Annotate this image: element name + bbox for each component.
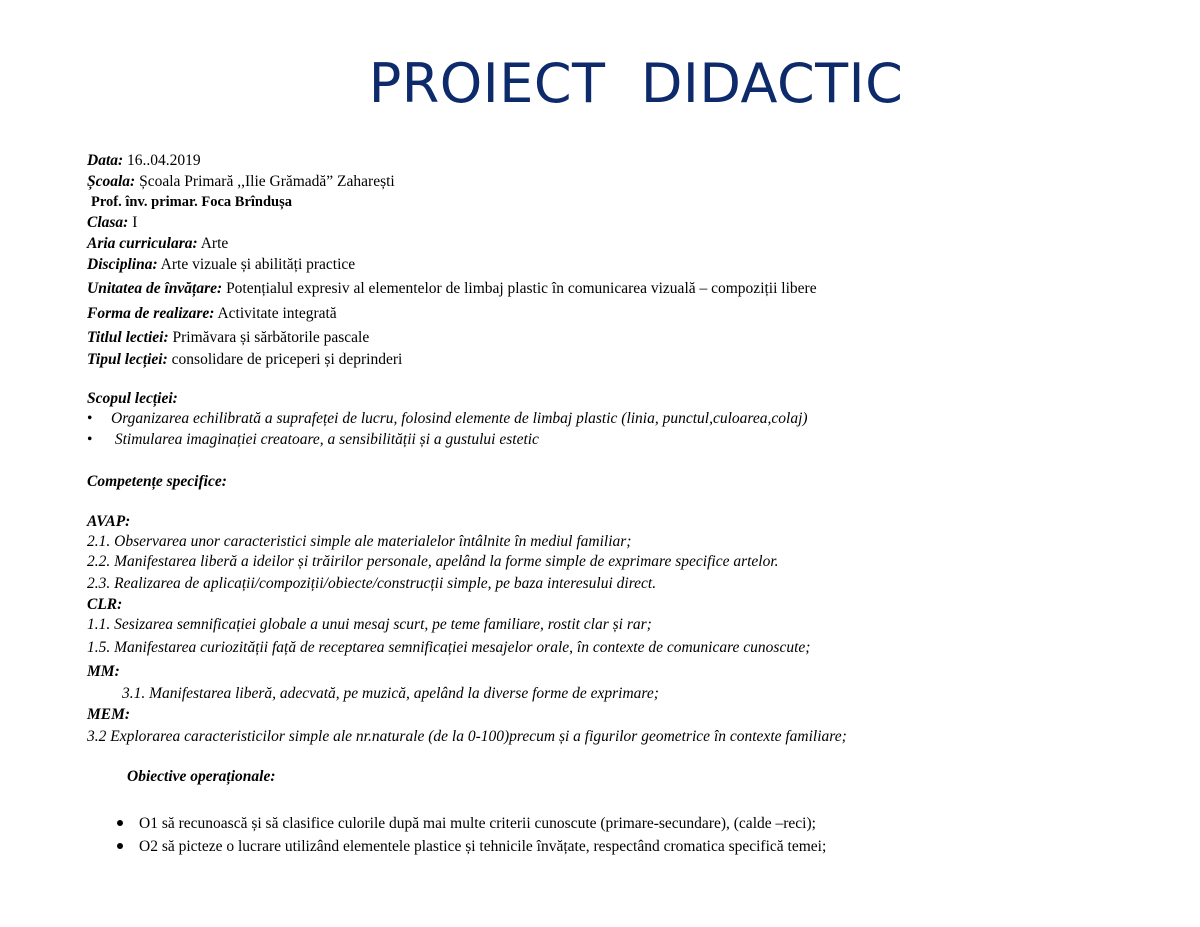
avap-item: 2.3. Realizarea de aplicații/compoziții/obiecte/construcții simple, pe baza interesului direct. [87, 575, 657, 592]
clasa-value: I [132, 214, 138, 231]
scoala-row [87, 172, 395, 192]
unitatea-row [87, 279, 817, 299]
disciplina-row [87, 255, 355, 275]
clasa-row [87, 213, 137, 233]
disciplina-value: Arte vizuale și abilități practice [160, 256, 356, 273]
obiectiv-item: O1 să recunoască și să clasifice culorile după mai multe criterii cunoscute (primare-secundare), (calde –reci); [115, 814, 816, 834]
titlul-value: Primăvara și sărbătorile pascale [172, 329, 370, 346]
avap-item: 2.2. Manifestarea liberă a ideilor și trăirilor personale, apelând la forme simple de exprimare specifice artelor. [87, 553, 779, 570]
avap-label: AVAP: [87, 513, 131, 530]
disciplina-label: Disciplina: [87, 256, 158, 273]
forma-label: Forma de realizare: [87, 305, 215, 322]
competente-heading: Competențe specifice: [87, 473, 227, 490]
scoala-label: Școala: [87, 173, 136, 190]
obiectiv-item: O2 să picteze o lucrare utilizând elementele plastice și tehnicile învățate, respectând cromatica specifică temei; [115, 837, 826, 857]
bullet-icon [117, 820, 123, 826]
aria-row [87, 234, 228, 254]
avap-item: 2.1. Observarea unor caracteristici simple ale materialelor întâlnite în mediul familiar; [87, 533, 632, 550]
scoala-value: Școala Primară ,,Ilie Grămadă” Zaharești [139, 173, 395, 190]
scopul-item: • Organizarea echilibrată a suprafeței de lucru, folosind elemente de limbaj plastic (linia, punctul,culoarea,colaj) [87, 410, 808, 427]
titlul-row [87, 328, 369, 348]
tipul-label: Tipul lecției: [87, 351, 168, 368]
tipul-value: consolidare de priceperi și deprinderi [171, 351, 403, 368]
mm-label: MM: [87, 663, 120, 680]
bullet-icon: • [87, 431, 93, 448]
mem-item: 3.2 Explorarea caracteristicilor simple ale nr.naturale (de la 0-100)precum și a figurilor geometrice în contexte familiare; [87, 728, 847, 745]
scopul-heading: Scopul lecției: [87, 390, 178, 407]
page-title: PROIECT DIDACTIC [368, 52, 904, 115]
data-value: 16..04.2019 [127, 152, 201, 169]
forma-value: Activitate integrată [217, 305, 337, 322]
prof-row: Prof. înv. primar. Foca Brîndușa [91, 194, 293, 210]
clr-item: 1.5. Manifestarea curiozității față de receptarea semnificației mesajelor orale, în contexte de comunicare cunoscute; [87, 639, 811, 656]
data-label: Data: [87, 152, 124, 169]
mm-item: 3.1. Manifestarea liberă, adecvată, pe muzică, apelând la diverse forme de exprimare; [122, 685, 659, 702]
bullet-icon [117, 843, 123, 849]
bullet-icon: • [87, 410, 93, 427]
scopul-item: • Stimularea imaginației creatoare, a sensibilității și a gustului estetic [87, 431, 539, 448]
unitatea-label: Unitatea de învățare: [87, 280, 223, 297]
data-row [87, 151, 201, 171]
aria-value: Arte [200, 235, 229, 252]
clasa-label: Clasa: [87, 214, 129, 231]
forma-row [87, 304, 337, 324]
mem-label: MEM: [87, 706, 131, 723]
obiective-heading: Obiective operaționale: [127, 768, 276, 785]
clr-label: CLR: [87, 596, 123, 613]
tipul-row [87, 350, 402, 370]
unitatea-value: Potențialul expresiv al elementelor de limbaj plastic în comunicarea vizuală – compoziții libere [226, 280, 817, 297]
titlul-label: Titlul lectiei: [87, 329, 169, 346]
clr-item: 1.1. Sesizarea semnificației globale a unui mesaj scurt, pe teme familiare, rostit clar și rar; [87, 616, 652, 633]
aria-label: Aria curriculara: [87, 235, 198, 252]
